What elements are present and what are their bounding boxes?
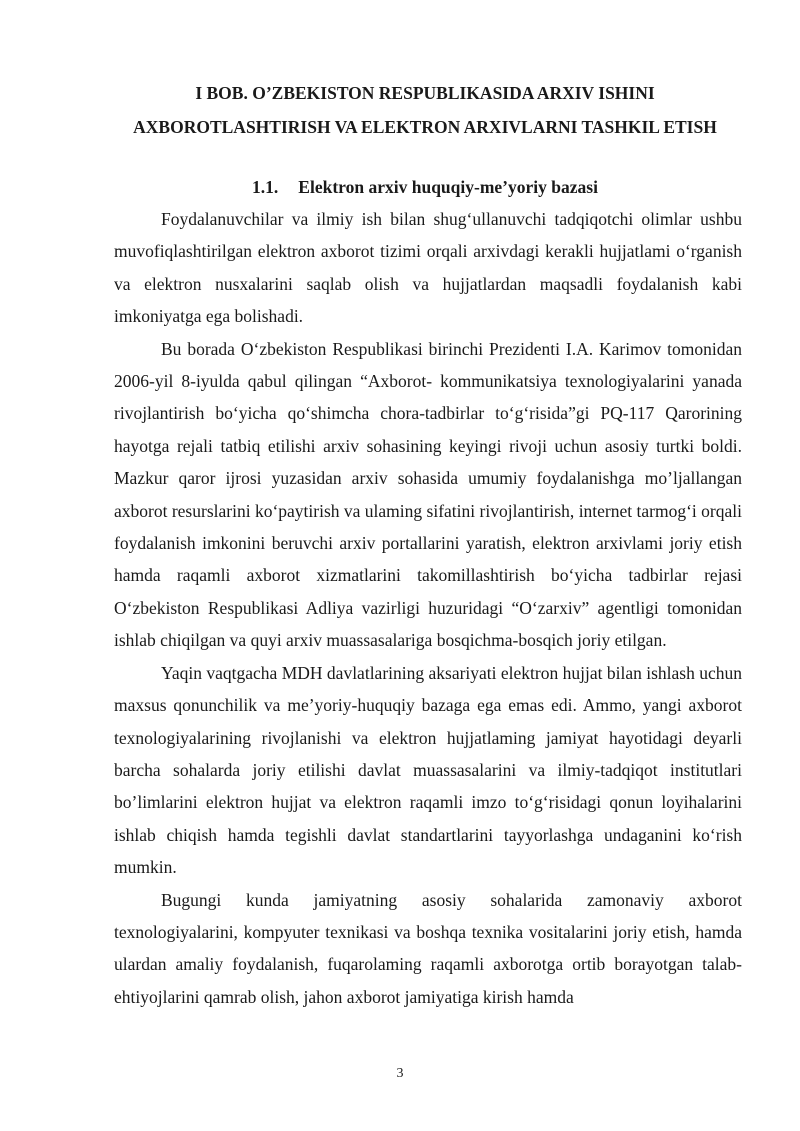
paragraph: Yaqin vaqtgacha MDH davlatlarining aksariyati elektron hujjat bilan ishlash uchun maxsus qonunchilik va me’yoriy-huquqiy bazaga ega emas edi. Ammo, yangi axborot texnologiyalarining rivojlanishi va elektron hujjatlaming jamiyat hayotidagi deyarli barcha sohalarda joriy etilishi davlat muassasalarini va ilmiy-tadqiqot institutlari bo’limlarini elektron hujjat va elektron raqamli imzo to‘g‘risidagi qonun loyihalarini ishlab chiqish hamda tegishli davlat standartlarini tayyorlashga undaganini ko‘rish mumkin. bbox=[114, 662, 742, 878]
paragraph: Foydalanuvchilar va ilmiy ish bilan shug‘ullanuvchi tadqiqotchi olimlar ushbu muvofiqlashtirilgan elektron axborot tizimi orqali arxivdagi kerakli hujjatlami o‘rganish va elektron nusxalarini saqlab olish va hujjatlardan maqsadli foydalanish kabi imkoniyatga ega bolishadi. bbox=[114, 209, 742, 327]
paragraph: Bugungi kunda jamiyatning asosiy sohalarida zamonaviy axborot texnologiyalarini, kompyuter texnikasi va boshqa texnika vositalarini joriy etish, hamda ulardan amaliy foydalanish, fuqarolaming raqamli axborotga ortib borayotgan talab-ehtiyojlarini qamrab olish, jahon axborot jamiyatiga kirish hamda bbox=[114, 889, 742, 1007]
section-title: Elektron arxiv huquqiy-me’yoriy bazasi bbox=[298, 177, 598, 197]
chapter-title: I BOB. O’ZBEKISTON RESPUBLIKASIDA ARXIV ISHINI AXBOROTLASHTIRISH VA ELEKTRON ARXIVLARNI TASHKIL ETISH bbox=[133, 83, 717, 137]
section-number: 1.1. bbox=[252, 177, 279, 197]
paragraph: Bu borada O‘zbekiston Respublikasi birinchi Prezidenti I.A. Karimov tomonidan 2006-yil 8-iyulda qabul qilingan “Axborot- kommunikatsiya texnologiyalarini yanada rivojlantirish bo‘yicha qo‘shimcha chora-tadbirlar to‘g‘risida”gi PQ-117 Qarorining hayotga rejali tatbiq etilishi arxiv sohasining keyingi rivoji uchun asosiy turtki boldi. Mazkur qaror ijrosi yuzasidan arxiv sohasida umumiy foydalanishga mo’ljallangan axborot resurslarini ko‘paytirish va ulaming sifatini rivojlantirish, internet tarmog‘i orqali foydalanish imkonini beruvchi arxiv portallarini yaratish, elektron arxivlami joriy etish hamda raqamli axborot xizmatlarini takomillashtirish bo‘yicha tadbirlar rejasi O‘zbekiston Respublikasi Adliya vazirligi huzuridagi “O‘zarxiv” agentligi tomonidan ishlab chiqilgan va quyi arxiv muassasalariga bosqichma-bosqich joriy etilgan. bbox=[114, 338, 742, 651]
page-number: 3 bbox=[396, 1066, 404, 1081]
section-heading bbox=[110, 172, 740, 202]
body-text bbox=[114, 203, 742, 1013]
